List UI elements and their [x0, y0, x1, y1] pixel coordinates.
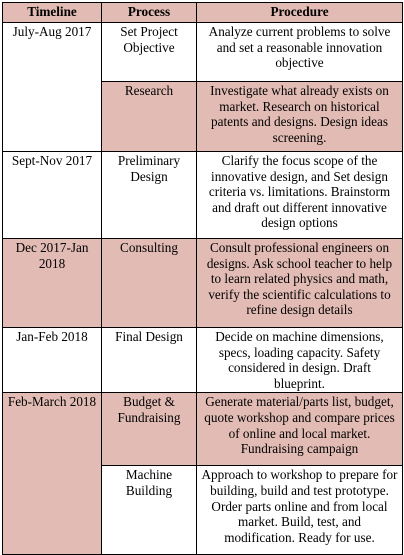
- procedure-cell: Investigate what already exists on market. Research on historical patents and designs. Design ideas screening.: [197, 82, 403, 152]
- procedure-cell: Generate material/parts list, budget, quote workshop and compare prices of online and local market. Fundraising campaign: [197, 393, 403, 466]
- timeline-cell: Dec 2017-Jan 2018: [3, 239, 102, 328]
- process-cell: Machine Building: [102, 466, 197, 555]
- procedure-cell: Consult professional engineers on designs. Ask school teacher to help to learn related physics and math, verify the scientific calculations to refine design details: [197, 239, 403, 328]
- process-cell: Consulting: [102, 239, 197, 328]
- timeline-cell: Jan-Feb 2018: [3, 328, 102, 393]
- process-cell: Final Design: [102, 328, 197, 393]
- header-process: Process: [102, 3, 197, 23]
- header-timeline: Timeline: [3, 3, 102, 23]
- process-cell: Set Project Objective: [102, 23, 197, 82]
- procedure-cell: Approach to workshop to prepare for building, build and test prototype. Order parts online and from local market. Build, test, and modification. Ready for use.: [197, 466, 403, 555]
- header-procedure: Procedure: [197, 3, 403, 23]
- procedure-cell: Clarify the focus scope of the innovative design, and Set design criteria vs. limitations. Brainstorm and draft out different innovative design options: [197, 152, 403, 239]
- table-row: [3, 23, 403, 82]
- procedure-cell: Analyze current problems to solve and set a reasonable innovation objective: [197, 23, 403, 82]
- timeline-cell: Sept-Nov 2017: [3, 152, 102, 239]
- project-timeline-table: [2, 2, 403, 555]
- procedure-cell: Decide on machine dimensions, specs, loading capacity. Safety considered in design. Draft blueprint.: [197, 328, 403, 393]
- table-row: [3, 328, 403, 393]
- process-cell: Preliminary Design: [102, 152, 197, 239]
- timeline-cell: July-Aug 2017: [3, 23, 102, 152]
- table-row: [3, 152, 403, 239]
- table-row: [3, 239, 403, 328]
- header-row: [3, 3, 403, 23]
- process-cell: Research: [102, 82, 197, 152]
- table-row: [3, 393, 403, 466]
- timeline-cell: Feb-March 2018: [3, 393, 102, 555]
- process-cell: Budget & Fundraising: [102, 393, 197, 466]
